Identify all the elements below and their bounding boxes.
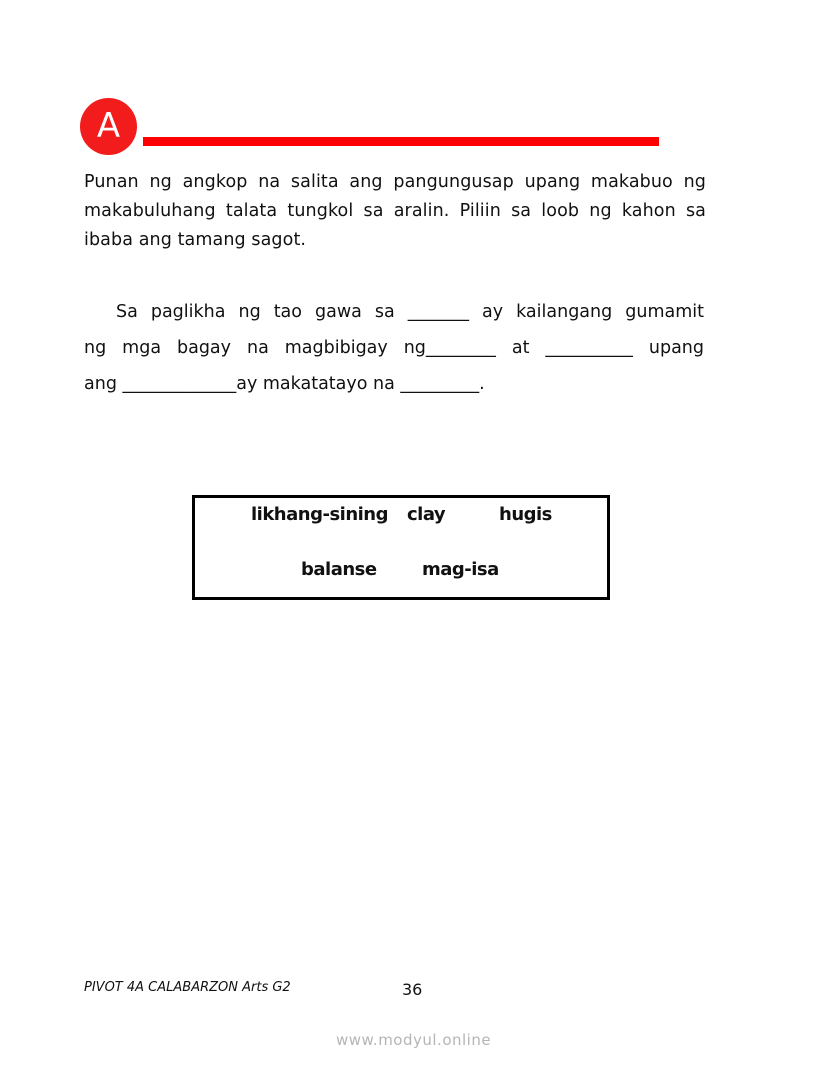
paragraph-line: Sa paglikha ng tao gawa sa _______ ay kailangang gumamit bbox=[116, 302, 704, 322]
page-number: 36 bbox=[402, 980, 423, 999]
word-choice: likhang-sining bbox=[251, 504, 389, 525]
instructions-text: Punan ng angkop na salita ang pangungusap upang makabuo ng makabuluhang talata tungkol sa aralin. Piliin sa loob ng kahon sa ibaba ang tamang sagot. bbox=[84, 172, 706, 250]
paragraph-line: ang _____________ay makatatayo na _________. bbox=[84, 374, 485, 394]
fill-in-paragraph bbox=[84, 294, 704, 402]
section-badge bbox=[80, 98, 137, 155]
word-choice: balanse bbox=[301, 559, 377, 580]
word-choice-box bbox=[192, 495, 610, 600]
paragraph-line: ng mga bagay na magbibigay ng________ at __________ upang bbox=[84, 338, 704, 358]
section-header-bar bbox=[143, 137, 659, 146]
section-badge-letter: A bbox=[96, 106, 121, 146]
word-choice: mag-isa bbox=[422, 559, 499, 580]
footer-title: PIVOT 4A CALABARZON Arts G2 bbox=[84, 980, 291, 995]
word-choice: hugis bbox=[499, 504, 552, 525]
word-choice: clay bbox=[407, 504, 446, 525]
watermark: www.modyul.online bbox=[336, 1031, 492, 1049]
